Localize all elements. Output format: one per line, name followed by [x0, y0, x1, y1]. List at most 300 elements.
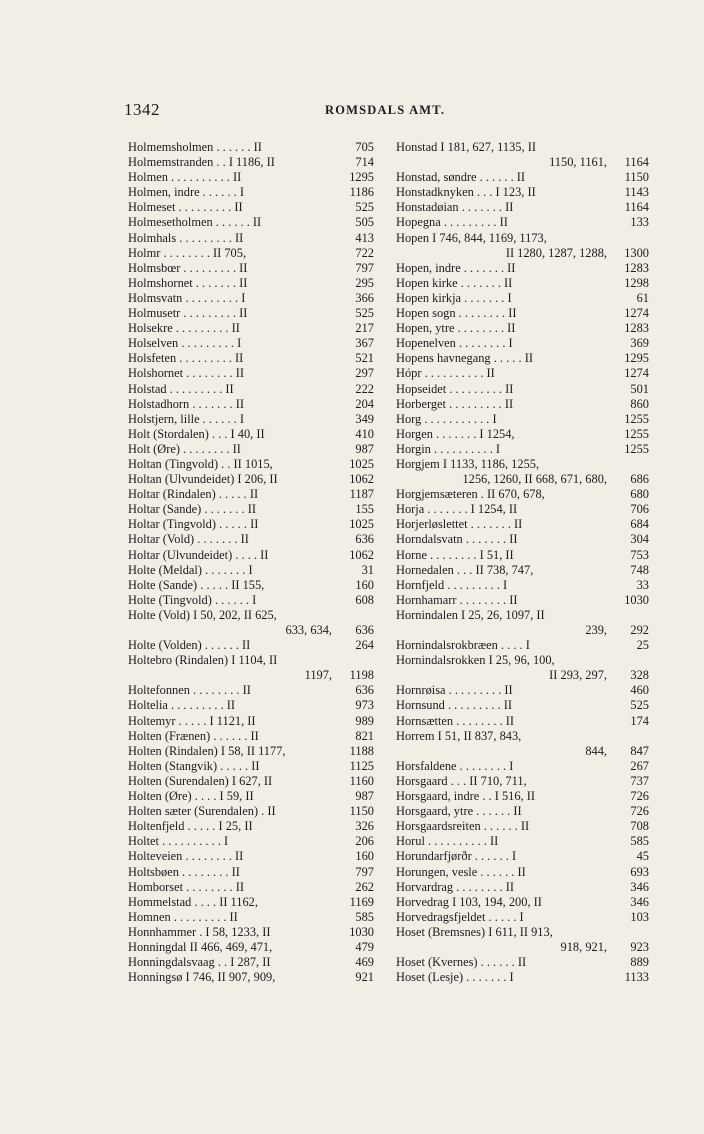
index-entry: [396, 306, 649, 321]
index-entry-page: 1198: [349, 668, 374, 683]
index-entry-page: 1062: [349, 547, 374, 562]
index-entry-page: 217: [355, 321, 374, 336]
index-entry-text: Horul . . . . . . . . . . II: [396, 834, 499, 849]
index-entry-text: Hoset (Bremsnes) I 611, II 913,: [396, 924, 553, 939]
index-entry-page: 797: [355, 260, 374, 275]
index-entry: [128, 774, 374, 789]
index-entry-page: 264: [355, 638, 374, 653]
index-entry-text: Horgin . . . . . . . . . . I: [396, 441, 501, 456]
index-entry-page: 33: [636, 577, 649, 592]
index-entry-page: 525: [355, 306, 374, 321]
index-entry: [128, 834, 374, 849]
index-entry-text: Holteveien . . . . . . . . II: [128, 849, 244, 864]
index-entry: [128, 563, 374, 578]
index-entry-text: Hornrøisa . . . . . . . . . II: [396, 683, 513, 698]
index-entry-text: Holtemyr . . . . . I 1121, II: [128, 713, 256, 728]
index-entry-text: Holte (Volden) . . . . . . II: [128, 638, 251, 653]
index-entry-page: 505: [355, 215, 374, 230]
index-entry-page: 366: [355, 290, 374, 305]
index-entry-text: Holten (Øre) . . . . I 59, II: [128, 789, 254, 804]
index-entry: [128, 140, 374, 155]
index-entry-text: 1150, 1161,: [549, 155, 607, 170]
index-entry: [128, 502, 374, 517]
index-entry-page: 133: [630, 215, 649, 230]
index-entry-page: 921: [355, 970, 374, 985]
index-entry: [128, 955, 374, 970]
index-entry-text: Horja . . . . . . . I 1254, II: [396, 502, 518, 517]
index-entry: [396, 940, 649, 955]
index-entry-text: Horundarfjørðr . . . . . . I: [396, 849, 517, 864]
index-entry-text: Holstadhorn . . . . . . . II: [128, 396, 244, 411]
index-entry: [396, 834, 649, 849]
index-entry: [128, 261, 374, 276]
index-entry-text: Horsgaard . . . II 710, 711,: [396, 773, 527, 788]
index-entry-page: 797: [355, 864, 374, 879]
index-entry: [396, 246, 649, 261]
index-entry-page: 1255: [624, 411, 649, 426]
index-entry-text: Holmshornet . . . . . . . II: [128, 275, 248, 290]
index-entry-page: 989: [355, 713, 374, 728]
index-entry-page: 737: [630, 773, 649, 788]
index-entry: [128, 623, 374, 638]
index-entry-page: 469: [355, 955, 374, 970]
index-entry-text: Holte (Meldal) . . . . . . . I: [128, 562, 253, 577]
index-entry-page: 326: [355, 819, 374, 834]
index-entry: [128, 185, 374, 200]
index-entry: [396, 155, 649, 170]
index-entry-text: Holtebro (Rindalen) I 1104, II: [128, 653, 278, 668]
index-entry-page: 1030: [624, 592, 649, 607]
index-entry: [128, 170, 374, 185]
index-entry: [396, 578, 649, 593]
index-entry: [396, 714, 649, 729]
index-entry-text: Holmemstranden . . I 1186, II: [128, 155, 275, 170]
index-entry: [128, 880, 374, 895]
index-entry-text: Holmeset . . . . . . . . . II: [128, 200, 243, 215]
index-entry-text: Hornedalen . . . II 738, 747,: [396, 562, 534, 577]
index-entry-text: Horgen . . . . . . . I 1254,: [396, 426, 515, 441]
index-entry-page: 349: [355, 411, 374, 426]
index-entry-text: Holten (Rindalen) I 58, II 1177,: [128, 743, 286, 758]
index-entry-page: 923: [630, 939, 649, 954]
index-entry: [128, 200, 374, 215]
index-entry: [128, 698, 374, 713]
index-entry-text: Holselven . . . . . . . . . I: [128, 336, 242, 351]
index-entry: [128, 910, 374, 925]
index-entry-text: Horsgaard, indre . . I 516, II: [396, 789, 536, 804]
index-entry: [128, 653, 374, 668]
index-entry-page: 987: [355, 441, 374, 456]
index-entry: [396, 502, 649, 517]
index-entry-page: 479: [355, 939, 374, 954]
index-entry: [396, 668, 649, 683]
index-entry: [396, 532, 649, 547]
index-entry-text: Holmesetholmen . . . . . . II: [128, 215, 262, 230]
index-entry-text: Horndalsvatn . . . . . . . II: [396, 532, 518, 547]
index-entry-text: II 1280, 1287, 1288,: [505, 245, 607, 260]
index-entry-text: Honstadøian . . . . . . . II: [396, 200, 514, 215]
index-entry: [396, 774, 649, 789]
index-entry-page: 1283: [624, 260, 649, 275]
index-entry-page: 262: [355, 879, 374, 894]
index-entry-text: Holmsvatn . . . . . . . . . I: [128, 290, 246, 305]
index-entry-text: Honstad, søndre . . . . . . II: [396, 170, 526, 185]
index-entry: [396, 638, 649, 653]
index-entry-text: Hopen, ytre . . . . . . . . II: [396, 321, 516, 336]
index-entry: [396, 397, 649, 412]
index-entry-text: Hornindalsrokken I 25, 96, 100,: [396, 653, 555, 668]
index-entry-page: 367: [355, 336, 374, 351]
index-entry-text: Holshornet . . . . . . . . II: [128, 366, 244, 381]
index-entry-text: Honningdal II 466, 469, 471,: [128, 939, 273, 954]
index-entry-text: Holte (Tingvold) . . . . . . I: [128, 592, 257, 607]
index-entry-page: 987: [355, 789, 374, 804]
index-entry: [396, 548, 649, 563]
index-entry-text: 1197,: [304, 668, 332, 683]
index-entry-page: 1300: [624, 245, 649, 260]
index-entry-text: Horvedragsfjeldet . . . . . I: [396, 909, 524, 924]
index-entry-text: Hoset (Lesje) . . . . . . . I: [396, 970, 514, 985]
index-entry-page: 25: [636, 638, 649, 653]
index-entry: [396, 261, 649, 276]
index-entry-text: Hopen, indre . . . . . . . II: [396, 260, 516, 275]
index-entry-page: 1298: [624, 275, 649, 290]
index-entry-page: 525: [355, 200, 374, 215]
index-entry-page: 61: [636, 290, 649, 305]
index-entry: [396, 880, 649, 895]
index-entry: [396, 472, 649, 487]
index-entry: [396, 819, 649, 834]
index-entry: [396, 865, 649, 880]
index-entry-text: Holtar (Tingvold) . . . . . II: [128, 517, 259, 532]
index-entry: [396, 744, 649, 759]
index-entry-text: 633, 634,: [285, 623, 332, 637]
index-entry-page: 1025: [349, 517, 374, 532]
index-entry: [396, 608, 649, 623]
index-entry: [128, 487, 374, 502]
index-entry-text: 1256, 1260, II 668, 671, 680,: [462, 472, 607, 487]
index-entry-text: 239,: [585, 623, 607, 637]
index-entry-page: 726: [630, 789, 649, 804]
index-entry-page: 680: [630, 487, 649, 502]
index-entry: [396, 517, 649, 532]
index-entry: [128, 940, 374, 955]
index-entry-text: Horgjemsæteren . II 670, 678,: [396, 487, 545, 502]
index-entry-text: Holmen . . . . . . . . . . II: [128, 170, 242, 185]
index-entry: [396, 276, 649, 291]
index-entry: [128, 276, 374, 291]
index-entry-page: 31: [361, 562, 374, 577]
index-entry: [396, 683, 649, 698]
index-entry-text: Holtar (Sande) . . . . . . . II: [128, 502, 257, 517]
index-entry-page: 1169: [349, 894, 374, 909]
index-entry-page: 1255: [624, 426, 649, 441]
index-entry-text: Holtsbøen . . . . . . . . II: [128, 864, 240, 879]
index-entry: [396, 653, 649, 668]
index-entry: [396, 215, 649, 230]
index-entry-text: Holmemsholmen . . . . . . II: [128, 140, 262, 154]
index-entry-page: 521: [355, 351, 374, 366]
index-entry: [396, 925, 649, 940]
index-entry: [396, 789, 649, 804]
index-entry: [396, 729, 649, 744]
index-entry-page: 860: [630, 396, 649, 411]
index-entry: [128, 789, 374, 804]
index-entry: [128, 457, 374, 472]
index-entry: [396, 442, 649, 457]
index-entry-text: Holtar (Vold) . . . . . . . II: [128, 532, 249, 547]
index-entry-text: Horsgaardsreiten . . . . . . II: [396, 819, 530, 834]
index-entry-page: 722: [355, 245, 374, 260]
index-entry-text: Hopen kirkja . . . . . . . I: [396, 290, 512, 305]
index-entry: [396, 140, 649, 155]
index-entry-text: Holmr . . . . . . . . II 705,: [128, 245, 247, 260]
index-entry-page: 328: [630, 668, 649, 683]
index-entry-text: Holtefonnen . . . . . . . . II: [128, 683, 251, 698]
index-entry: [128, 683, 374, 698]
index-entry: [128, 744, 374, 759]
index-entry-page: 1188: [349, 743, 374, 758]
index-entry-page: 267: [630, 758, 649, 773]
index-entry: [128, 532, 374, 547]
index-entry-text: Holte (Sande) . . . . . II 155,: [128, 577, 265, 592]
index-entry: [128, 306, 374, 321]
index-entry: [128, 215, 374, 230]
index-entry-text: Hopegna . . . . . . . . . II: [396, 215, 508, 230]
index-entry-page: 1295: [624, 351, 649, 366]
index-entry-text: Holtet . . . . . . . . . . I: [128, 834, 229, 849]
index-entry-text: Holmusetr . . . . . . . . . II: [128, 306, 248, 321]
index-entry: [396, 849, 649, 864]
index-entry: [128, 548, 374, 563]
index-entry: [396, 231, 649, 246]
index-entry-text: Holmsbœr . . . . . . . . . II: [128, 260, 248, 275]
index-entry-page: 1295: [349, 170, 374, 185]
index-entry: [396, 970, 649, 985]
page-number: 1342: [124, 100, 160, 119]
index-entry: [128, 397, 374, 412]
index-entry-page: 1030: [349, 924, 374, 939]
index-entry-page: 847: [630, 743, 649, 758]
index-entry-page: 705: [355, 140, 374, 154]
index-entry-page: 1150: [349, 804, 374, 819]
index-entry-page: 292: [630, 623, 649, 637]
index-entry-text: Holtar (Rindalen) . . . . . II: [128, 487, 259, 502]
index-entry-page: 821: [355, 728, 374, 743]
index-entry-text: Hopens havnegang . . . . . II: [396, 351, 533, 366]
index-entry-text: Holmen, indre . . . . . . I: [128, 185, 244, 200]
index-entry-page: 636: [355, 623, 374, 637]
index-entry: [396, 336, 649, 351]
index-entry-page: 636: [355, 683, 374, 698]
index-entry-page: 1150: [624, 170, 649, 185]
index-entry: [128, 638, 374, 653]
index-entry: [128, 291, 374, 306]
index-entry: [128, 804, 374, 819]
index-entry: [128, 321, 374, 336]
index-entry-page: 684: [630, 517, 649, 532]
index-entry: [396, 412, 649, 427]
index-entry-page: 204: [355, 396, 374, 411]
index-entry-text: Hopen sogn . . . . . . . . II: [396, 306, 517, 321]
index-entry-page: 1255: [624, 441, 649, 456]
index-entry: [128, 608, 374, 623]
index-entry: [128, 970, 374, 985]
index-entry: [128, 231, 374, 246]
index-entry-page: 585: [355, 909, 374, 924]
index-entry: [128, 412, 374, 427]
index-entry-text: Holtar (Ulvundeidet) . . . . II: [128, 547, 269, 562]
index-entry: [396, 170, 649, 185]
index-entry: [396, 910, 649, 925]
index-entry: [128, 472, 374, 487]
index-entry: [128, 155, 374, 170]
index-entry-page: 1062: [349, 472, 374, 487]
index-entry-page: 297: [355, 366, 374, 381]
index-entry: [128, 865, 374, 880]
index-entry-page: 608: [355, 592, 374, 607]
index-entry-page: 222: [355, 381, 374, 396]
index-entry-page: 346: [630, 894, 649, 909]
index-entry-page: 410: [355, 426, 374, 441]
index-entry: [128, 819, 374, 834]
index-entry-text: Holstjern, lille . . . . . . I: [128, 411, 244, 426]
index-entry: [396, 487, 649, 502]
index-entry: [128, 382, 374, 397]
index-entry: [396, 955, 649, 970]
index-column-right: [396, 140, 649, 985]
index-entry: [128, 759, 374, 774]
index-entry: [128, 593, 374, 608]
index-entry-page: 693: [630, 864, 649, 879]
index-entry-text: Horgjem I 1133, 1186, 1255,: [396, 456, 540, 471]
index-entry: [396, 804, 649, 819]
index-entry: [396, 351, 649, 366]
index-entry: [396, 623, 649, 638]
index-entry-text: Holt (Øre) . . . . . . . . II: [128, 441, 241, 456]
index-entry-text: Hornindalsrokbræen . . . . I: [396, 638, 530, 653]
index-entry-text: Hornindalen I 25, 26, 1097, II: [396, 607, 545, 622]
index-entry: [396, 382, 649, 397]
index-entry: [128, 714, 374, 729]
index-entry: [128, 925, 374, 940]
index-entry-text: Homnen . . . . . . . . . II: [128, 909, 238, 924]
index-entry-page: 748: [630, 562, 649, 577]
index-entry-text: Homborset . . . . . . . . II: [128, 879, 244, 894]
index-entry-page: 460: [630, 683, 649, 698]
index-entry-text: Hornsætten . . . . . . . . II: [396, 713, 515, 728]
index-entry-text: Honnhammer . I 58, 1233, II: [128, 924, 271, 939]
index-entry-text: Honningdalsvaag . . I 287, II: [128, 955, 271, 970]
index-entry: [396, 200, 649, 215]
index-entry-text: Horberget . . . . . . . . . II: [396, 396, 514, 411]
index-entry-page: 206: [355, 834, 374, 849]
index-entry-text: Horsgaard, ytre . . . . . . II: [396, 804, 522, 819]
index-entry-page: 1187: [349, 487, 374, 502]
index-entry-page: 708: [630, 819, 649, 834]
index-entry-text: Holsfeten . . . . . . . . . II: [128, 351, 244, 366]
index-entry-text: Horrem I 51, II 837, 843,: [396, 728, 522, 743]
index-entry-text: Holten (Surendalen) I 627, II: [128, 773, 273, 788]
index-entry-text: Horsfaldene . . . . . . . . I: [396, 758, 514, 773]
index-entry: [128, 849, 374, 864]
index-entry-text: Horungen, vesle . . . . . . II: [396, 864, 526, 879]
index-entry: [128, 336, 374, 351]
index-entry-text: Holten (Frænen) . . . . . . II: [128, 728, 259, 743]
index-entry: [396, 457, 649, 472]
index-entry-page: 973: [355, 698, 374, 713]
index-entry: [128, 578, 374, 593]
index-entry: [128, 427, 374, 442]
index-entry-page: 501: [630, 381, 649, 396]
index-entry-text: Horvardrag . . . . . . . . II: [396, 879, 515, 894]
index-entry-page: 1274: [624, 306, 649, 321]
index-entry-page: 1274: [624, 366, 649, 381]
index-entry: [396, 321, 649, 336]
index-entry-text: Holten sæter (Surendalen) . II: [128, 804, 276, 819]
index-entry-page: 753: [630, 547, 649, 562]
index-entry-page: 1143: [624, 185, 649, 200]
index-entry-text: Horvedrag I 103, 194, 200, II: [396, 894, 542, 909]
index-entry: [396, 698, 649, 713]
index-entry-text: Honstadknyken . . . I 123, II: [396, 185, 536, 200]
index-entry-page: 1025: [349, 456, 374, 471]
index-entry-text: Holtan (Tingvold) . . II 1015,: [128, 456, 273, 471]
index-entry-page: 1125: [349, 758, 374, 773]
index-entry-page: 585: [630, 834, 649, 849]
index-entry: [128, 246, 374, 261]
index-entry: [128, 442, 374, 457]
index-entry-page: 346: [630, 879, 649, 894]
index-entry: [396, 291, 649, 306]
index-entry-page: 706: [630, 502, 649, 517]
index-entry-page: 45: [636, 849, 649, 864]
index-entry-text: Holtelia . . . . . . . . . II: [128, 698, 236, 713]
index-entry-text: Hopen I 746, 844, 1169, 1173,: [396, 230, 547, 245]
index-entry-text: Hopen kirke . . . . . . . II: [396, 275, 513, 290]
index-entry-page: 304: [630, 532, 649, 547]
index-entry: [128, 517, 374, 532]
index-entry-page: 1164: [624, 200, 649, 215]
index-entry-text: Hornhamarr . . . . . . . . II: [396, 592, 518, 607]
index-entry-page: 160: [355, 849, 374, 864]
index-entry-page: 726: [630, 804, 649, 819]
index-entry-page: 1283: [624, 321, 649, 336]
index-entry-page: 1186: [349, 185, 374, 200]
index-entry: [128, 366, 374, 381]
index-entry: [128, 895, 374, 910]
index-entry-page: 1160: [349, 773, 374, 788]
index-entry: [396, 366, 649, 381]
index-entry-text: Holmhals . . . . . . . . . II: [128, 230, 244, 245]
index-entry-text: Horne . . . . . . . . I 51, II: [396, 547, 514, 562]
index-entry-text: Holsekre . . . . . . . . . II: [128, 321, 240, 336]
index-entry-text: Honningsø I 746, II 907, 909,: [128, 970, 276, 985]
index-entry-page: 174: [630, 713, 649, 728]
index-entry: [396, 563, 649, 578]
index-entry-text: Honstad I 181, 627, 1135, II: [396, 140, 536, 154]
index-entry-page: 369: [630, 336, 649, 351]
index-entry-text: Holtan (Ulvundeidet) I 206, II: [128, 472, 278, 487]
index-entry-text: Horjerløslettet . . . . . . . II: [396, 517, 523, 532]
index-entry-text: Hopenelven . . . . . . . . I: [396, 336, 513, 351]
index-entry-page: 714: [355, 155, 374, 170]
index-entry: [396, 427, 649, 442]
index-entry-text: Hoset (Kvernes) . . . . . . II: [396, 955, 527, 970]
index-entry-text: Holten (Stangvik) . . . . . II: [128, 758, 260, 773]
index-entry: [396, 759, 649, 774]
index-entry-page: 525: [630, 698, 649, 713]
